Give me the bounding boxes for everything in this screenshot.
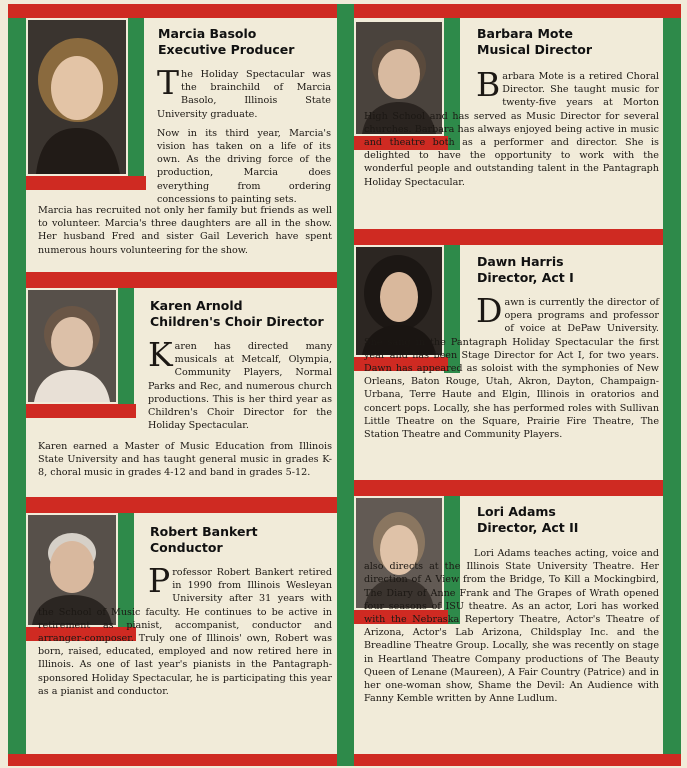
photo-accent-green <box>128 18 144 178</box>
right-border-bar <box>663 4 681 766</box>
profile-heading <box>477 254 657 286</box>
photo-accent-red <box>26 176 146 190</box>
right-separator-2 <box>354 480 663 496</box>
profile-name: Karen Arnold <box>150 298 243 313</box>
drop-cap: D <box>476 291 503 330</box>
bio-paragraph: Now in its third year, Marcia's vision has taken on a life of its own. As the driving force of the production, Marcia does everything from ordering concessions to painting sets. <box>157 127 331 205</box>
profile-role: Children's Choir Director <box>150 314 324 329</box>
drop-cap: K <box>148 335 173 374</box>
profile-heading <box>477 26 657 58</box>
drop-cap: B <box>476 65 501 104</box>
bio-lead: rofessor Robert Bankert retired in 1990 from Illinois Wesleyan University after 31 years with the School of Music faculty. He continues to be active in retirement as pianist, accompanist, conductor and arranger-composer. Truly one of Illinois' own, Robert was born, raised, educated, employed and now retired here in Illinois. As one of last year's pianists in the Pantagraph-sponsored Holiday Spectacular, he is participating this year as a pianist and conductor. <box>38 567 332 697</box>
profile-bio <box>364 291 659 444</box>
profile-bio <box>148 335 332 435</box>
profile-heading <box>477 504 657 536</box>
profile-bio-continued <box>38 204 332 260</box>
profile-bio <box>364 547 659 708</box>
profile-name: Robert Bankert <box>150 524 258 539</box>
bio-lead: Lori Adams teaches acting, voice and also directs at the Illinois State University Theatre. Her direction of A View from the Bridge, To Kill a Mockingbird, The Diary of Anne Frank and The Grapes of Wrath opened four seasons of ISU theatre. As an actor, Lori has worked with the Nebraska Repertory Theatre, Actor's Theatre of Arizona, Actor's Lab Arizona, Childsplay Inc. and the Breadline Theatre Group. Locally, she was recently on stage in Heartland Theatre Company productions of The Beauty Queen of Lenane (Maureen), A Fair Country (Patrice) and in her one-woman show, Shame the Devil: An Audience with Fanny Kemble written by Anne Ludlum. <box>364 548 659 705</box>
portrait-photo-icon <box>28 20 126 174</box>
center-divider-bar <box>337 4 354 766</box>
left-border-bar <box>8 4 26 766</box>
profile-name: Dawn Harris <box>477 254 564 269</box>
profile-bio-continued <box>38 440 332 483</box>
bio-lead: awn is currently the director of opera programs and professor of voice at DePaw University. She sang in the Pantagraph Holiday Spectacular the first year and has been Stage Director for Act I, for two years. Dawn has appeared as soloist with the symphonies of New Orleans, Baton Rouge, Utah, Akron, Dayton, Champaign-Urbana, Terre Haute and Elgin, Illinois in oratorios and concert pops. Locally, she has performed roles with Sullivan Little Theatre on the Square, Prairie Fire Theatre, The Station Theatre and Community Players. <box>364 297 659 441</box>
left-separator-1 <box>26 272 337 288</box>
profile-role: Musical Director <box>477 42 592 57</box>
profile-bio <box>364 65 659 192</box>
portrait-photo-icon <box>28 290 116 402</box>
bio-paragraph: Marcia has recruited not only her family but friends as well to volunteer. Marcia's three daughters are all in the show. Her husband Fred and sister Gail Leverich have spent numerous hours volunteering for the show. <box>38 205 332 256</box>
bio-lead: aren has directed many musicals at Metcalf, Olympia, Community Players, Normal Parks and Rec, and numerous church productions. This is her third year as Children's Choir Director for the Holiday Spectacular. <box>148 341 332 432</box>
portrait-photo-marcia-basolo <box>28 20 126 174</box>
profile-bio <box>38 561 332 701</box>
drop-cap: P <box>148 561 171 600</box>
portrait-photo-karen-arnold <box>28 290 116 402</box>
right-separator-1 <box>354 229 663 245</box>
bio-lead: arbara Mote is a retired Choral Director. She taught music for twenty-five years at Morton High School and has served as Music Director for several churches. Barbara has always enjoyed being active in music and theatre both as a performer and director. She is delighted to have the opportunity to work with the wonderful people and outstanding talent in the Pantagraph Holiday Spectacular. <box>364 71 659 188</box>
left-separator-2 <box>26 497 337 513</box>
profile-heading <box>150 524 332 556</box>
profile-role: Conductor <box>150 540 223 555</box>
profile-name: Lori Adams <box>477 504 556 519</box>
photo-accent-red <box>26 404 136 418</box>
photo-accent-green <box>118 288 134 418</box>
profile-name: Barbara Mote <box>477 26 573 41</box>
drop-cap: T <box>157 63 180 102</box>
profile-bio <box>157 63 331 209</box>
bio-lead: he Holiday Spectacular was the brainchild of Marcia Basolo, Illinois State University graduate. <box>157 69 331 120</box>
profile-role: Executive Producer <box>158 42 295 57</box>
profile-name: Marcia Basolo <box>158 26 257 41</box>
profile-heading <box>158 26 330 58</box>
profile-role: Director, Act II <box>477 520 579 535</box>
profile-heading <box>150 298 332 330</box>
profile-role: Director, Act I <box>477 270 574 285</box>
bio-paragraph: Karen earned a Master of Music Education from Illinois State University and has taught general music in grades K-8, choral music in grades 4-12 and band in grades 5-12. <box>38 441 332 479</box>
